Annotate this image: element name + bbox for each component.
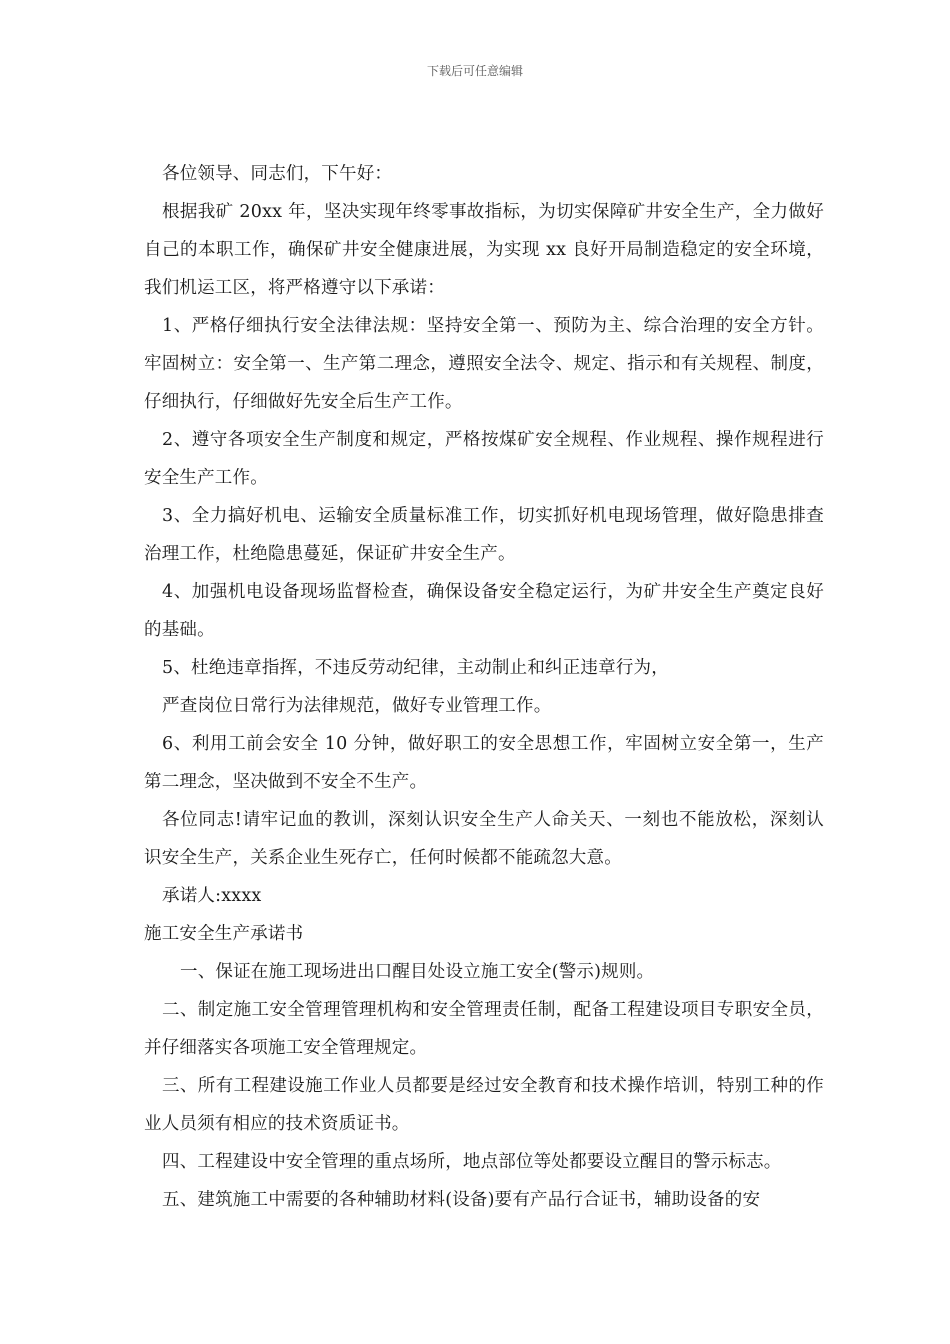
- construction-item-1: 一、保证在施工现场进出口醒目处设立施工安全(警示)规则。: [180, 962, 655, 982]
- construction-item-3: 三、所有工程建设施工作业人员都要是经过安全教育和技术操作培训，特别工种的作业人员须有相应的技术资质证书。: [144, 1076, 824, 1134]
- greeting: 各位领导、同志们，下午好：: [162, 164, 393, 184]
- pledge-item-2: 2、遵守各项安全生产制度和规定，严格按煤矿安全规程、作业规程、操作规程进行安全生产工作。: [144, 430, 824, 488]
- construction-item-5: 五、建筑施工中需要的各种辅助材料(设备)要有产品行合证书，辅助设备的安: [162, 1190, 761, 1210]
- pledge-item-4: 4、加强机电设备现场监督检查，确保设备安全稳定运行，为矿井安全生产奠定良好的基础。: [144, 582, 824, 640]
- intro-paragraph: 根据我矿 20xx 年，坚决实现年终零事故指标，为切实保障矿井安全生产，全力做好自己的本职工作，确保矿井安全健康进展，为实现 xx 良好开局制造稳定的安全环境，我们机运工区，将严格遵守以下承诺：: [144, 202, 824, 298]
- closing-paragraph: 各位同志!请牢记血的教训，深刻认识安全生产人命关天、一刻也不能放松，深刻认识安全生产，关系企业生死存亡，任何时候都不能疏忽大意。: [144, 810, 824, 868]
- pledge-item-1: 1、严格仔细执行安全法律法规：坚持安全第一、预防为主、综合治理的安全方针。牢固树立：安全第一、生产第二理念，遵照安全法令、规定、指示和有关规程、制度，仔细执行，仔细做好先安全后生产工作。: [144, 316, 824, 412]
- construction-item-4: 四、工程建设中安全管理的重点场所，地点部位等处都要设立醒目的警示标志。: [162, 1152, 782, 1172]
- signatory: 承诺人:xxxx: [162, 886, 262, 906]
- pledge-item-6: 6、利用工前会安全 10 分钟，做好职工的安全思想工作，牢固树立安全第一，生产第二理念，坚决做到不安全不生产。: [144, 734, 824, 792]
- pledge-item-5: 5、杜绝违章指挥，不违反劳动纪律，主动制止和纠正违章行为，: [162, 658, 669, 678]
- pledge-item-5-continued: 严查岗位日常行为法律规范，做好专业管理工作。: [162, 696, 552, 716]
- construction-item-2: 二、制定施工安全管理管理机构和安全管理责任制，配备工程建设项目专职安全员，并仔细落实各项施工安全管理规定。: [144, 1000, 824, 1058]
- section-title: 施工安全生产承诺书: [144, 924, 304, 944]
- page-header: 下载后可任意编辑: [426, 64, 523, 78]
- document-body: [144, 155, 824, 1219]
- pledge-item-3: 3、全力搞好机电、运输安全质量标准工作，切实抓好机电现场管理，做好隐患排查治理工作，杜绝隐患蔓延，保证矿井安全生产。: [144, 506, 824, 564]
